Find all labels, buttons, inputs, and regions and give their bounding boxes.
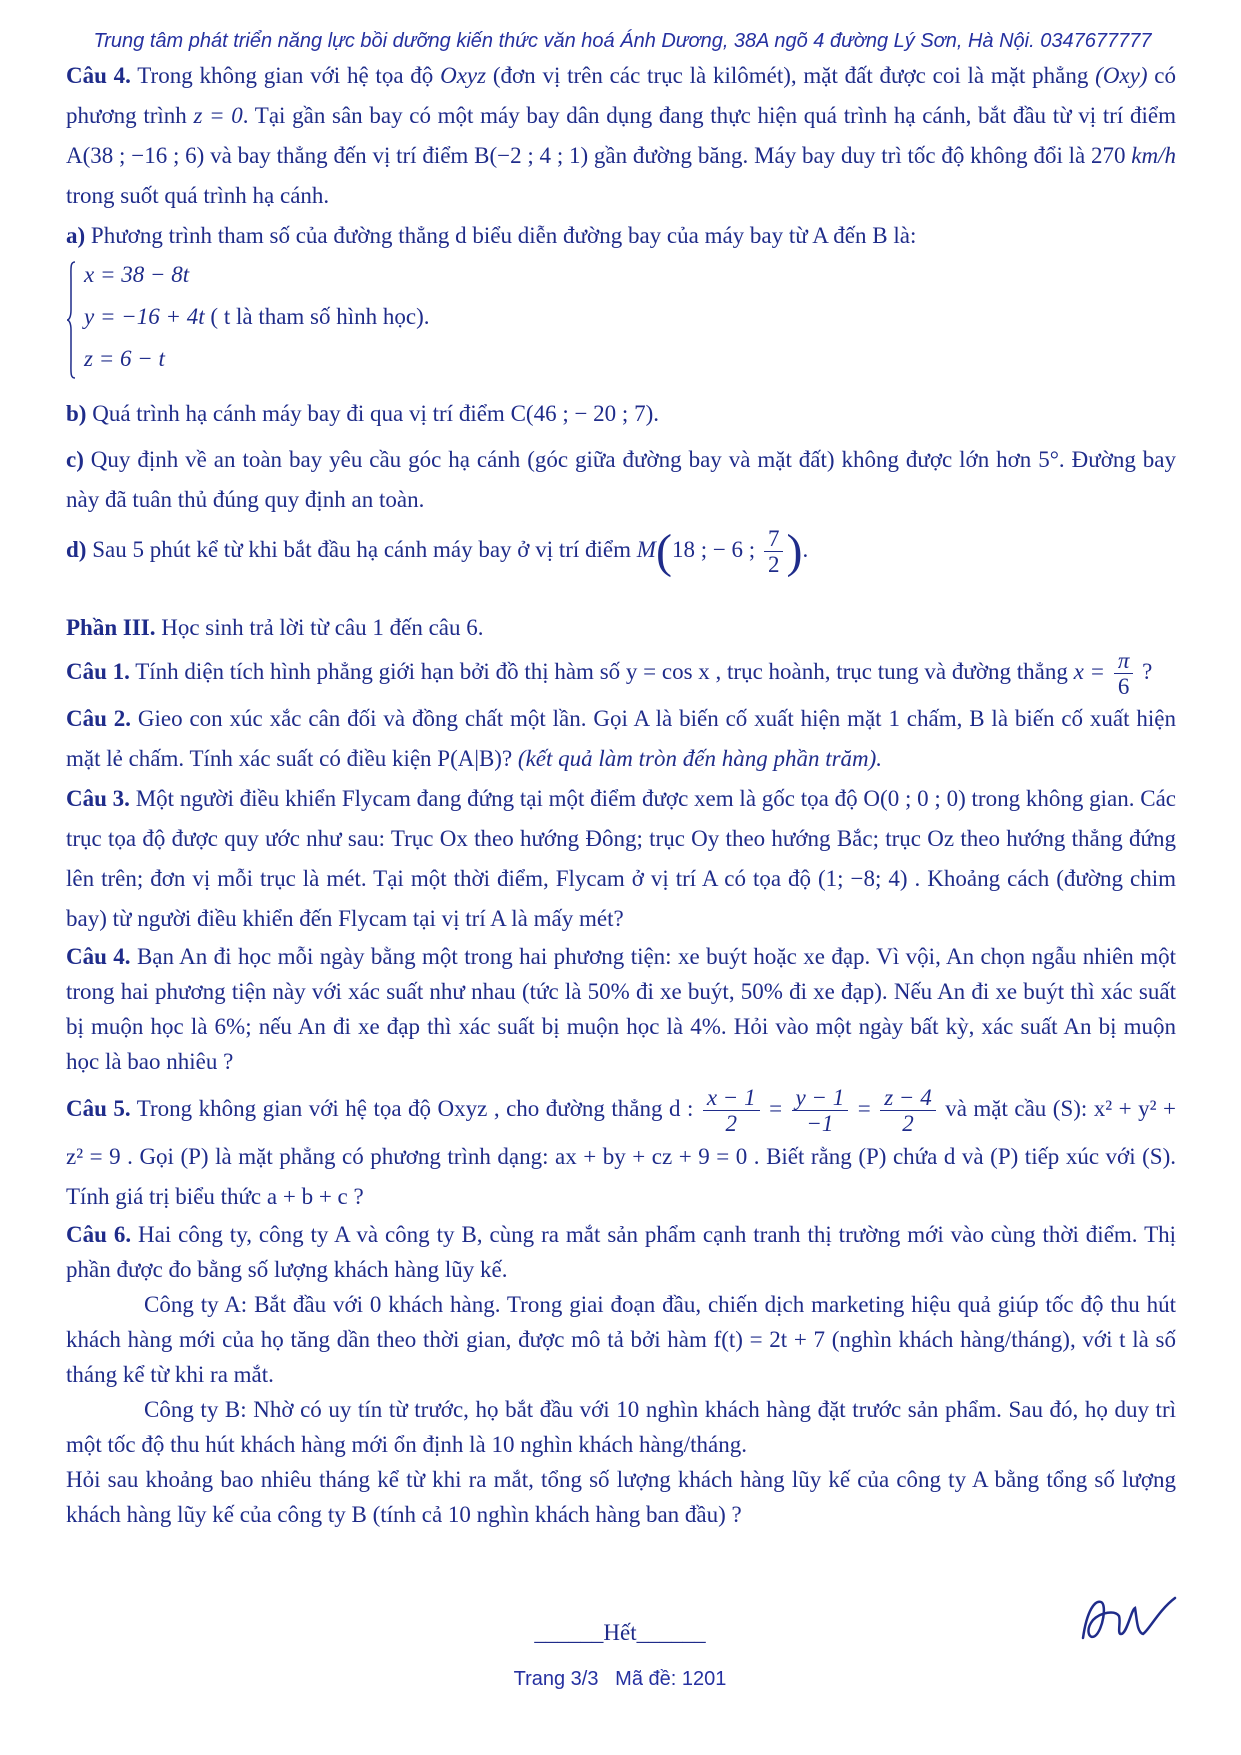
part3-question-4: Câu 4. Bạn An đi học mỗi ngày bằng một trong hai phương tiện: xe buýt hoặc xe đạp. Vì vội, An chọn ngẫu nhiên một trong hai phương tiện này với xác suất như nhau (tức là 50% đi xe buýt, 50% đi xe đạp). Nếu An đi xe buýt thì xác suất bị muộn học là 6%; nếu An đi xe đạp thì xác suất bị muộn học là 4%. Hỏi vào một ngày bất kỳ, xác suất An bị muộn học là bao nhiêu ? [66, 944, 1176, 1075]
part3-question-3: Câu 3. Một người điều khiển Flycam đang đứng tại một điểm được xem là gốc tọa độ O(0 ; 0 ; 0) trong không gian. Các trục tọa độ được quy ước như sau: Trục Ox theo hướng Đông; trục Oy theo hướng Bắc; trục Oz theo hướng thẳng đứng lên trên; đơn vị mỗi trục là mét. Tại một thời điểm, Flycam ở vị trí A có tọa độ (1; −8; 4) . Khoảng cách (đường chim bay) từ người điều khiển đến Flycam tại vị trí A là mấy mét? [66, 786, 1177, 932]
question-6-ask: Hỏi sau khoảng bao nhiêu tháng kể từ khi ra mắt, tổng số lượng khách hàng lũy kế của công ty A bằng tổng số lượng khách hàng lũy kế của công ty B (tính cả 10 nghìn khách hàng ban đầu) ? [66, 1466, 1176, 1527]
parametric-system [66, 260, 1176, 386]
statement-a: a) Phương trình tham số của đường thẳng d biểu diễn đường bay của máy bay từ A đến B là: [66, 223, 917, 248]
statement-c: c) Quy định về an toàn bay yêu cầu góc hạ cánh (góc giữa đường bay và mặt đất) không được lớn hơn 5°. Đường bay này đã tuân thủ đúng quy định an toàn. [66, 447, 1176, 512]
company-a-paragraph: Công ty A: Bắt đầu với 0 khách hàng. Trong giai đoạn đầu, chiến dịch marketing hiệu quả giúp tốc độ thu hút khách hàng mới của họ tăng dần theo thời gian, được mô tả bởi hàm f(t) = 2t + 7 (nghìn khách hàng/tháng), với t là số tháng kể từ khi ra mắt. [66, 1291, 1176, 1387]
system-line-x: x = 38 − 8t [84, 262, 190, 287]
brace-icon [66, 260, 76, 380]
question-4-intro: Câu 4. Trong không gian với hệ tọa độ Oxyz (đơn vị trên các trục là kilômét), mặt đất được coi là mặt phẳng (Oxy) có phương trình z = 0. Tại gần sân bay có một máy bay dân dụng đang thực hiện quá trình hạ cánh, bắt đầu từ vị trí điểm A(38 ; −16 ; 6) và bay thẳng đến vị trí điểm B(−2 ; 4 ; 1) gần đường băng. Máy bay duy trì tốc độ không đổi là 270 km/h trong suốt quá trình hạ cánh. [66, 63, 1176, 208]
part3-question-2: Câu 2. Gieo con xúc xắc cân đối và đồng chất một lần. Gọi A là biến cố xuất hiện mặt 1 chấm, B là biến cố xuất hiện mặt lẻ chấm. Tính xác suất có điều kiện P(A|B)? (kết quả làm tròn đến hàng phần trăm). [66, 706, 1176, 772]
company-b-paragraph: Công ty B: Nhờ có uy tín từ trước, họ bắt đầu với 10 nghìn khách hàng đặt trước sản phẩm. Sau đó, họ duy trì một tốc độ thu hút khách hàng mới ổn định là 10 nghìn khách hàng/tháng. [66, 1396, 1176, 1457]
part-3-heading: Phần III. Học sinh trả lời từ câu 1 đến câu 6. [66, 614, 484, 640]
signature-icon [1075, 1590, 1185, 1650]
fraction: $\frac{y - 1}{-1}$ [792, 1085, 849, 1137]
page-header: Trung tâm phát triển năng lực bồi dưỡng kiến thức văn hoá Ánh Dương, 38A ngõ 4 đường Lý Sơn, Hà Nội. 0347677777 [93, 30, 1152, 52]
page-content [66, 56, 1176, 1532]
fraction: $\frac{x - 1}{2}$ [703, 1085, 760, 1137]
end-marker: ______Hết______ [534, 1620, 706, 1645]
exam-code: Mã đề: 1201 [615, 1668, 727, 1690]
statement-d: d) Sau 5 phút kể từ khi bắt đầu hạ cánh máy bay ở vị trí điểm M(18 ; − 6 ; $\frac{7}{2}$ ). [66, 524, 809, 578]
part3-question-1: Câu 1. Tính diện tích hình phẳng giới hạn bởi đồ thị hàm số y = cos x , trục hoành, trục tung và đường thẳng x = $\frac{\pi}{6}$ ? [66, 647, 1153, 699]
fraction: $\frac{7}{2}$ [764, 526, 784, 578]
statement-b: b) Quá trình hạ cánh máy bay đi qua vị trí điểm C(46 ; − 20 ; 7). [66, 401, 659, 426]
system-line-y: y = −16 + 4t ( t là tham số hình học). [84, 304, 430, 329]
fraction: $\frac{z - 4}{2}$ [880, 1085, 935, 1137]
question-label: Câu 4. [66, 63, 131, 88]
system-line-z: z = 6 − t [84, 346, 165, 371]
page-number: Trang 3/3 [513, 1668, 599, 1690]
part3-question-5: Câu 5. Trong không gian với hệ tọa độ Oxyz , cho đường thẳng d : $\frac{x - 1}{2}$ = $\frac{y - 1}{-1}$ = $\frac{z - 4}{2}$ và mặt cầu (S): x² + y² + z² = 9 . Gọi (P) là mặt phẳng có phương trình dạng: ax + by + cz + 9 = 0 . Biết rằng (P) chứa d và (P) tiếp xúc với (S). Tính giá trị biểu thức a + b + c ? [66, 1085, 1176, 1209]
part3-question-6: Câu 6. Hai công ty, công ty A và công ty B, cùng ra mắt sản phẩm cạnh tranh thị trường mới vào cùng thời điểm. Thị phần được đo bằng số lượng khách hàng lũy kế. [66, 1221, 1177, 1282]
fraction: $\frac{\pi}{6}$ [1114, 648, 1134, 700]
page-footer [470, 1668, 770, 1691]
